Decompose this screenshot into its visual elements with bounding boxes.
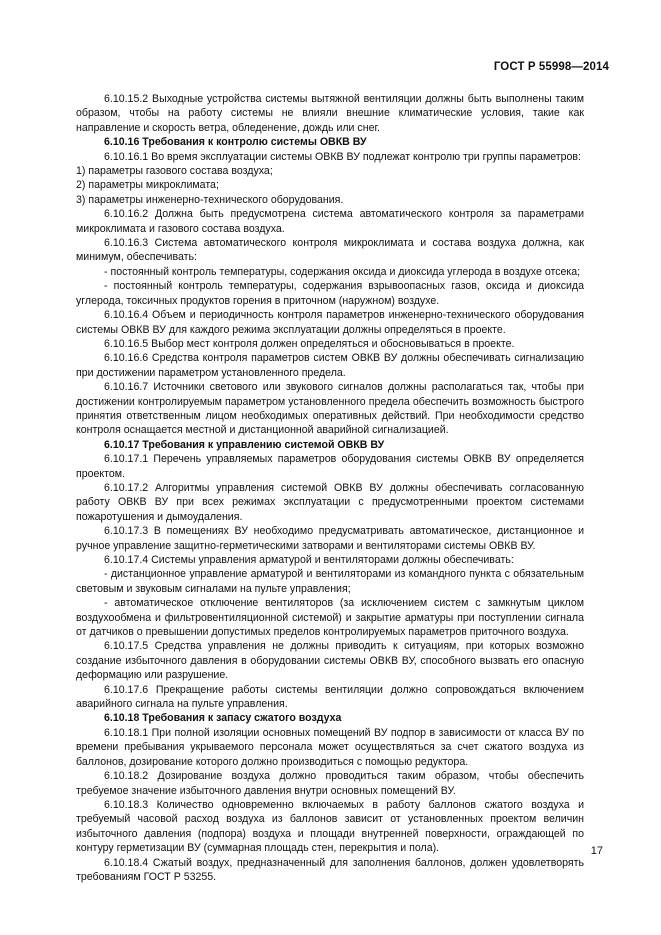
paragraph-6-10-18-2: 6.10.18.2 Дозирование воздуха должно проводиться таким образом, чтобы обеспечить требуемое значение избыточного давления внутри основных помещений ВУ. (76, 770, 584, 797)
section-heading-6-10-17: 6.10.17 Требования к управлению системой ОВКВ ВУ (104, 438, 385, 451)
paragraph-6-10-18-1: 6.10.18.1 При полной изоляции основных помещений ВУ подпор в зависимости от класса ВУ по времени пребывания укрываемого персонала может осуществляться за счет сжатого воздуха из баллонов, дозирование которого должно производиться с помощью редуктора. (76, 726, 584, 768)
page-number: 17 (590, 845, 603, 857)
section-heading-6-10-18: 6.10.18 Требования к запасу сжатого воздуха (104, 712, 342, 725)
paragraph-6-10-17-5: 6.10.17.5 Средства управления не должны приводить к ситуациям, при которых возможно создание избыточного давления в оборудовании системы ОВКВ ВУ, способного вызвать его опасную деформацию или разрушение. (76, 640, 584, 682)
paragraph-6-10-16-3: 6.10.16.3 Система автоматического контроля микроклимата и состава воздуха должна, как минимум, обеспечивать: (76, 237, 584, 264)
paragraph-6-10-16-5: 6.10.16.5 Выбор мест контроля должен определяться и обосновываться в проекте. (104, 337, 515, 350)
paragraph-6-10-16-7: 6.10.16.7 Источники светового или звукового сигналов должны располагаться так, чтобы при достижении контролируемым параметром установленного предела обеспечить возможность быстрого принятия ответственным лицом необходимых оперативных действий. При необходимости средство контроля оснащается местной и дистанционной аварийной сигнализацией. (76, 381, 584, 437)
list-item-1: 1) параметры газового состава воздуха; (76, 165, 273, 178)
dash-item: - дистанционное управление арматурой и вентиляторами из командного пункта с обязательным световым и звуковым сигналами на пульте управления; (76, 568, 584, 595)
paragraph-6-10-18-3: 6.10.18.3 Количество одновременно включаемых в работу баллонов сжатого воздуха и требуемый часовой расход воздуха из баллонов зависит от установленных проектом величин избыточного давления (подпора) воздуха и площади внутренней поверхности, ограждающей по контуру герметизации ВУ (суммарная площадь стен, перекрытия и пола). (76, 798, 584, 855)
list-item-3: 3) параметры инженерно-технического оборудования. (76, 193, 344, 206)
dash-item: - постоянный контроль температуры, содержания оксида и диоксида углерода в воздухе отсека; (104, 265, 581, 278)
paragraph-6-10-18-4: 6.10.18.4 Сжатый воздух, предназначенный для заполнения баллонов, должен удовлетворять требованиям ГОСТ Р 53255. (76, 856, 584, 883)
document-body (76, 92, 584, 884)
dash-item: - постоянный контроль температуры, содержания взрывоопасных газов, оксида и диоксида углерода, токсичных продуктов горения в приточном (наружном) воздухе. (76, 280, 584, 307)
paragraph-6-10-16-6: 6.10.16.6 Средства контроля параметров систем ОВКВ ВУ должны обеспечивать сигнализацию при достижении параметром установленного предела. (76, 352, 584, 379)
paragraph-6-10-17-3: 6.10.17.3 В помещениях ВУ необходимо предусматривать автоматическое, дистанционное и ручное управление защитно-герметическими затворами и вентиляторами системы ОВКВ ВУ. (76, 525, 584, 552)
section-heading-6-10-16: 6.10.16 Требования к контролю системы ОВКВ ВУ (104, 136, 367, 149)
document-header: ГОСТ Р 55998—2014 (493, 61, 609, 73)
paragraph-6-10-16-1: 6.10.16.1 Во время эксплуатации системы ОВКВ ВУ подлежат контролю три группы параметров: (104, 150, 581, 163)
paragraph-6-10-17-1: 6.10.17.1 Перечень управляемых параметров оборудования системы ОВКВ ВУ определяется проектом. (76, 453, 584, 480)
list-item-2: 2) параметры микроклимата; (76, 179, 219, 192)
paragraph-6-10-17-6: 6.10.17.6 Прекращение работы системы вентиляции должно сопровождаться включением аварийного сигнала на пульте управления. (76, 683, 584, 711)
paragraph-6-10-15-2: 6.10.15.2 Выходные устройства системы вытяжной вентиляции должны быть выполнены таким образом, чтобы на работу системы не влияли внешние климатические условия, такие как направление и скорость ветра, обледенение, дождь или снег. (76, 93, 584, 134)
paragraph-6-10-16-2: 6.10.16.2 Должна быть предусмотрена система автоматического контроля за параметрами микроклимата и газового состава воздуха. (76, 208, 584, 235)
paragraph-6-10-17-2: 6.10.17.2 Алгоритмы управления системой ОВКВ ВУ должны обеспечивать согласованную работу ОВКВ ВУ при всех режимах эксплуатации с предусмотренными проектом системами пожаротушения и дымоудаления. (76, 481, 584, 523)
paragraph-6-10-17-4: 6.10.17.4 Системы управления арматурой и вентиляторами должны обеспечивать: (104, 554, 514, 566)
paragraph-6-10-16-4: 6.10.16.4 Объем и периодичность контроля параметров инженерно-технического оборудования системы ОВКВ ВУ для каждого режима эксплуатации должны определяться в проекте. (76, 309, 584, 336)
dash-item: - автоматическое отключение вентиляторов (за исключением систем с замкнутым циклом воздухообмена и фильтровентиляционной системой) и закрытие арматуры при поступлении сигнала от датчиков о превышении допустимых пределов контролируемых параметров приточного воздуха. (76, 597, 584, 639)
